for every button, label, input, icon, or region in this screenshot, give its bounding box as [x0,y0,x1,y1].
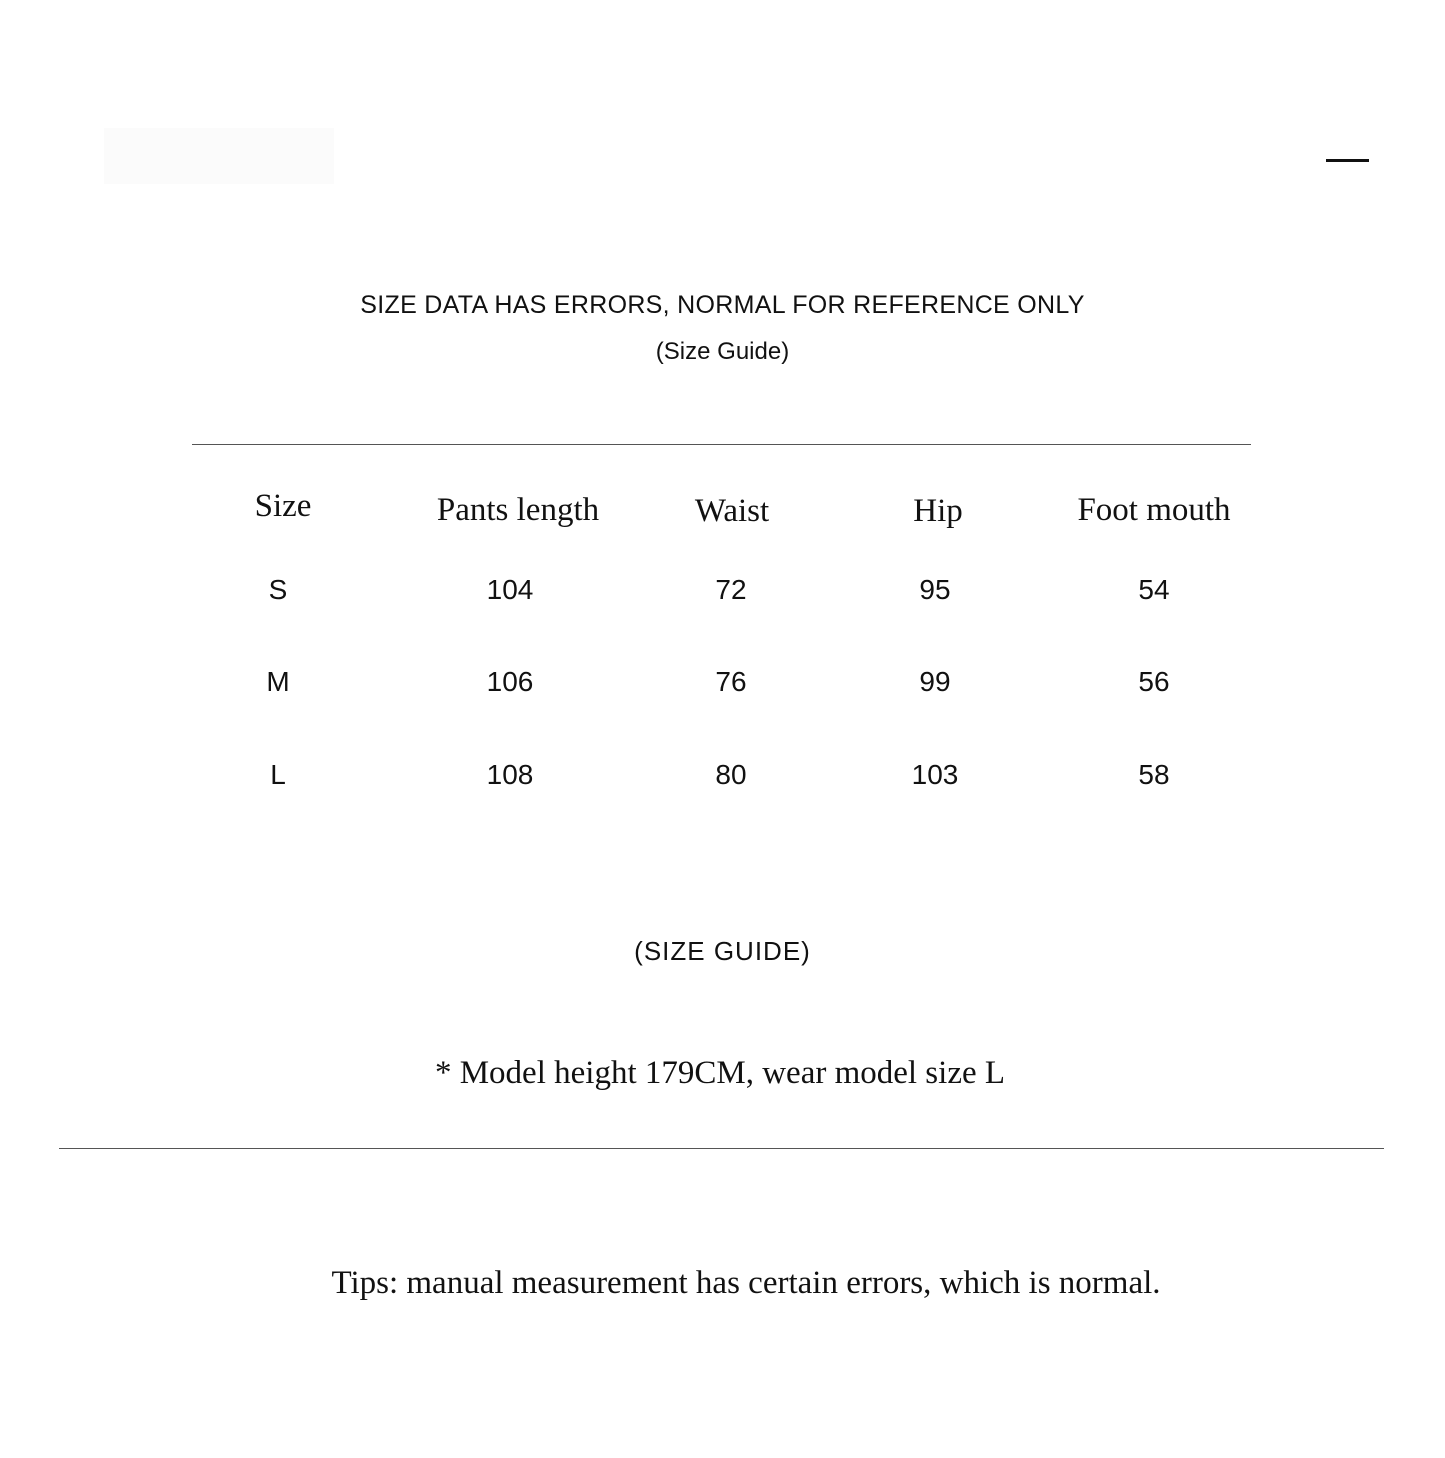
notice-subtitle: (Size Guide) [655,338,790,365]
cell-hip: 99 [919,666,951,697]
cell-foot-mouth: 54 [1138,574,1170,605]
logo-placeholder [104,128,334,184]
cell-waist: 80 [715,759,747,790]
divider-top [192,444,1251,445]
model-note: * Model height 179CM, wear model size L [434,1055,1006,1091]
header-pants-length: Pants length [436,492,600,528]
cell-waist: 72 [715,574,747,605]
notice-title: SIZE DATA HAS ERRORS, NORMAL FOR REFERENCE ONLY [360,291,1085,319]
cell-hip: 103 [911,759,959,790]
divider-bottom [59,1148,1384,1149]
cell-hip: 95 [919,574,951,605]
decorative-dash [1326,159,1369,162]
cell-foot-mouth: 58 [1138,759,1170,790]
cell-pants-length: 104 [486,574,534,605]
tips-text: Tips: manual measurement has certain errors, which is normal. [331,1265,1161,1301]
cell-size: S [268,574,288,605]
cell-size: M [266,666,290,697]
cell-pants-length: 108 [486,759,534,790]
cell-waist: 76 [715,666,747,697]
header-foot-mouth: Foot mouth [1077,492,1231,528]
header-hip: Hip [913,493,963,529]
cell-pants-length: 106 [486,666,534,697]
header-waist: Waist [694,493,770,529]
size-guide-caption: (SIZE GUIDE) [634,936,811,966]
header-size: Size [254,488,312,524]
cell-size: L [270,759,286,790]
cell-foot-mouth: 56 [1138,666,1170,697]
